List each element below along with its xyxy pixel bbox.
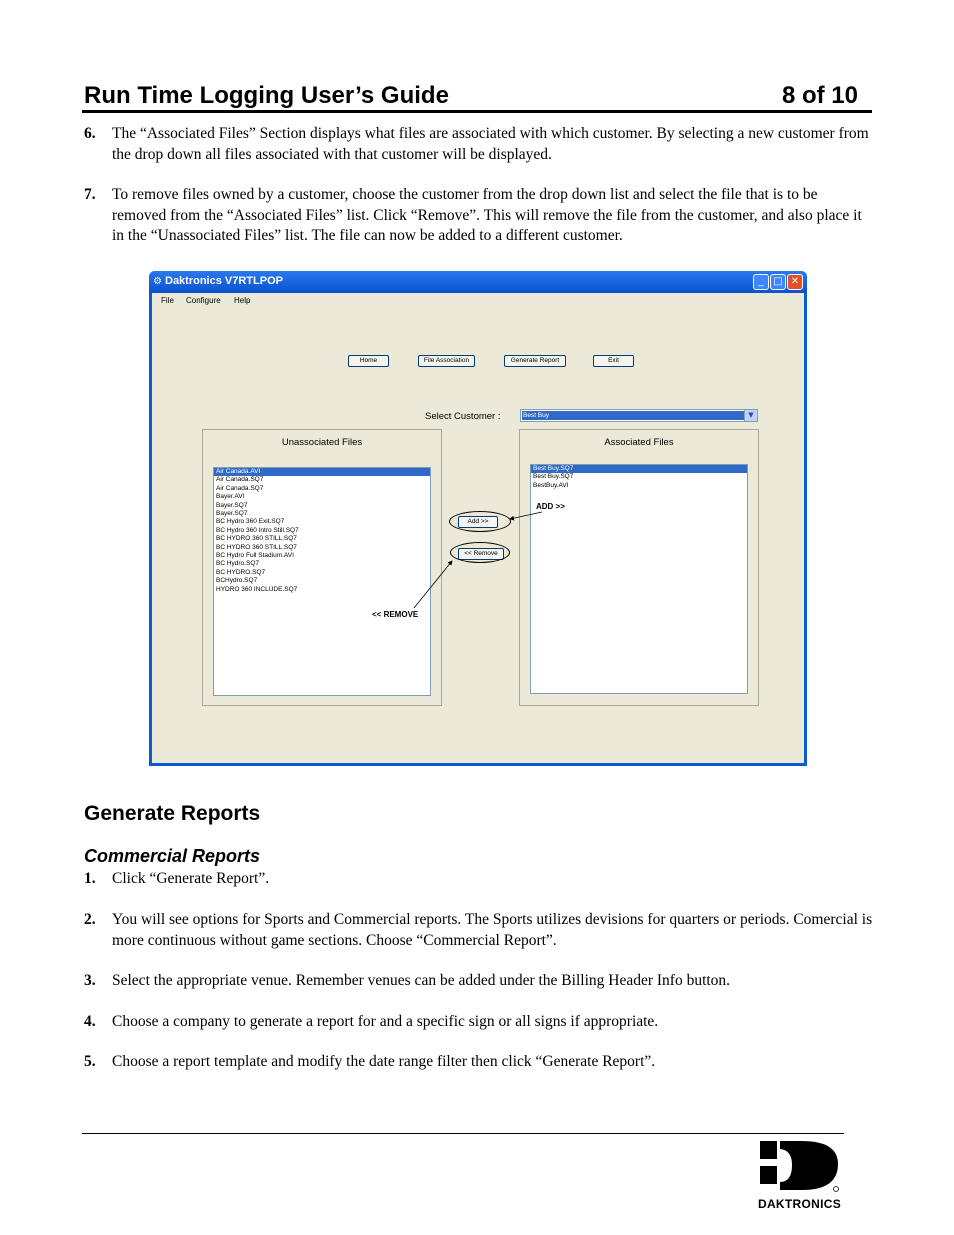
list-item[interactable]: BC Hydro 360 Intro Still.SQ7 [216, 526, 299, 534]
step-text: Select the appropriate venue. Remember venues can be added under the Billing Header Info button. [112, 972, 731, 989]
logo-text: DAKTRONICS [758, 1197, 841, 1211]
annotation-arrows [152, 293, 804, 763]
step-2 [84, 910, 874, 951]
step-text: Choose a company to generate a report for and a specific sign or all signs if appropriate. [112, 1013, 659, 1030]
step-number: 1. [84, 870, 96, 887]
step-text: The “Associated Files” Section displays what files are associated with which customer. By selecting a new customer from the drop down all files associated with that customer will be displayed. [112, 125, 869, 163]
list-item[interactable]: HYDRO 360 INCLUDE.SQ7 [216, 585, 298, 593]
list-item[interactable]: BC Hydro 360 Exit.SQ7 [216, 518, 285, 526]
title-bar [149, 271, 807, 293]
minimize-icon[interactable]: _ [753, 274, 769, 290]
exit-button[interactable]: Exit [593, 355, 634, 367]
add-annotation: ADD >> [536, 502, 565, 511]
document-title: Run Time Logging User’s Guide [84, 82, 449, 109]
file-association-button[interactable]: File Association [418, 355, 475, 367]
chevron-down-icon[interactable]: ▼ [744, 410, 757, 421]
remove-arrow [414, 561, 452, 608]
step-text: Choose a report template and modify the date range filter then click “Generate Report”. [112, 1053, 656, 1070]
list-item[interactable]: BC HYDRO 360 STILL.SQ7 [216, 543, 297, 551]
menu-configure[interactable]: Configure [186, 296, 221, 305]
list-item[interactable]: BC Hydro.SQ7 [216, 560, 259, 568]
list-item[interactable]: Air Canada.AVI [214, 468, 430, 476]
select-customer-label: Select Customer : [425, 411, 501, 422]
list-item[interactable]: Bayer.SQ7 [216, 510, 248, 518]
home-button[interactable]: Home [348, 355, 389, 367]
list-item[interactable]: Best Buy.SQ7 [533, 473, 574, 481]
footer-rule [82, 1133, 844, 1134]
list-item[interactable]: Best Buy.SQ7 [531, 465, 747, 473]
page-number: 8 of 10 [781, 82, 858, 109]
list-item[interactable]: Bayer.SQ7 [216, 501, 248, 509]
list-item[interactable]: Air Canada.SQ7 [216, 484, 264, 492]
add-button[interactable]: Add >> [458, 516, 498, 528]
app-window-screenshot [149, 271, 807, 766]
remove-button[interactable]: << Remove [458, 548, 504, 560]
step-number: 3. [84, 972, 96, 989]
generate-report-button[interactable]: Generate Report [504, 355, 566, 367]
list-item[interactable]: BCHydro.SQ7 [216, 577, 258, 585]
remove-annotation: << REMOVE [372, 610, 419, 619]
step-number: 7. [84, 186, 96, 203]
step-text: Click “Generate Report”. [112, 870, 270, 887]
step-1 [84, 869, 874, 890]
associated-files-title: Associated Files [604, 437, 674, 448]
step-number: 6. [84, 125, 96, 142]
section-title: Generate Reports [84, 802, 261, 825]
step-5 [84, 1052, 874, 1073]
step-number: 2. [84, 911, 96, 928]
add-arrow [510, 512, 542, 519]
menu-file[interactable]: File [161, 296, 174, 305]
window-client [152, 293, 804, 763]
list-item[interactable]: BC Hydro Full Stadium.AVI [216, 552, 294, 560]
list-item[interactable]: BC HYDRO 360 STILL.SQ7 [216, 535, 297, 543]
list-item[interactable]: BC HYDRO.SQ7 [216, 568, 266, 576]
subsection-title: Commercial Reports [84, 846, 261, 866]
window-title: Daktronics V7RTLPOP [165, 275, 283, 287]
customer-select-value: Best Buy [522, 411, 745, 420]
maximize-icon[interactable]: □ [770, 274, 786, 290]
step-3 [84, 971, 874, 992]
step-number: 4. [84, 1013, 96, 1030]
menu-help[interactable]: Help [234, 296, 251, 305]
step-6 [84, 124, 874, 165]
step-7 [84, 185, 874, 247]
step-4 [84, 1012, 874, 1033]
header-rule [82, 110, 872, 113]
list-item[interactable]: BestBuy.AVI [533, 481, 569, 489]
step-text: You will see options for Sports and Commercial reports. The Sports utilizes devisions for quarters or periods. Comercial is more continuous without game sections. Choose “Commercial Report”. [112, 911, 873, 949]
list-item[interactable]: Air Canada.SQ7 [216, 476, 264, 484]
step-number: 5. [84, 1053, 96, 1070]
close-icon[interactable]: ✕ [787, 274, 803, 290]
unassociated-files-title: Unassociated Files [281, 437, 363, 448]
list-item[interactable]: Bayer.AVI [216, 493, 245, 501]
app-icon: ⚙ [153, 276, 162, 287]
step-text: To remove files owned by a customer, choose the customer from the drop down list and select the file that is to be removed from the “Associated Files” list. Click “Remove”. This will remove the file from the customer, and also place it in the “Unassociated Files” list. The file can now be added to a different customer. [112, 186, 862, 244]
